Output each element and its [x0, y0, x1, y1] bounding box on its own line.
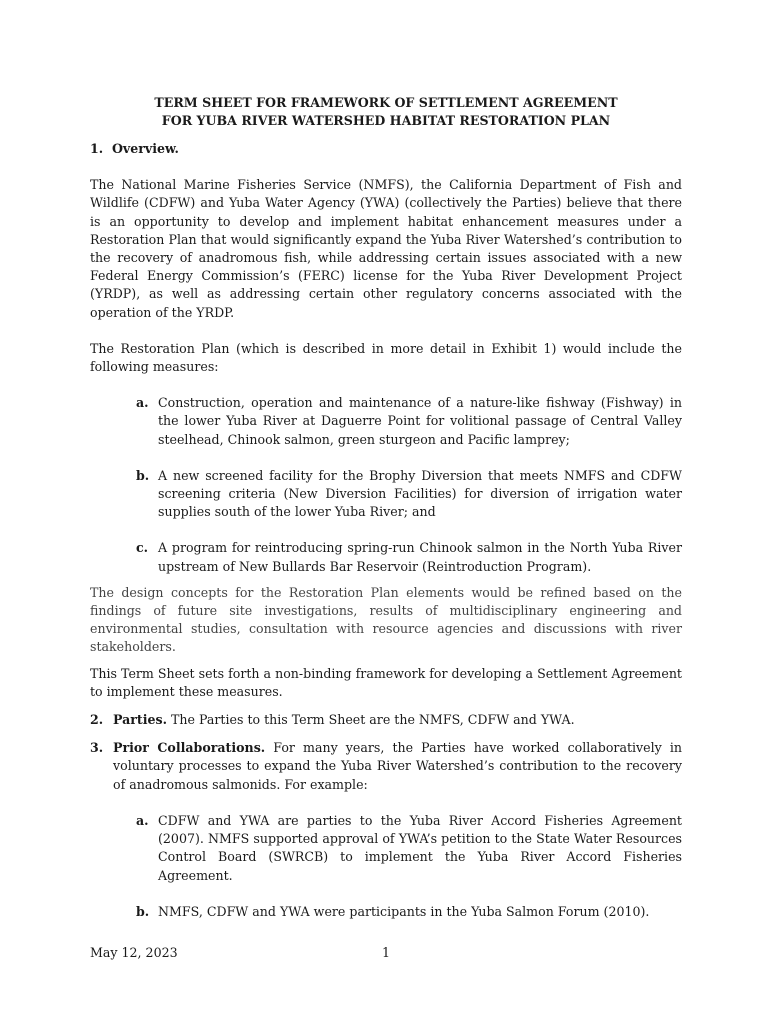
overview-paragraph-4: This Term Sheet sets forth a non-binding framework for developing a Settlement Agreement to implement these measures.: [90, 665, 682, 699]
list-item-letter: b.: [136, 467, 150, 483]
list-item-letter: c.: [136, 540, 149, 556]
list-item-text: A program for reintroducing spring-run Chinook salmon in the North Yuba River upstream of New Bullards Bar Reservoir (Reintroduction Program).: [158, 540, 682, 574]
list-item: [136, 903, 682, 921]
section-3-title: Prior Collaborations.: [113, 740, 266, 756]
section-3: [90, 739, 682, 794]
section-2-title: Parties.: [113, 712, 168, 728]
list-item: [136, 812, 682, 885]
section-1-title: Overview.: [111, 141, 179, 156]
section-1-number: 1.: [90, 141, 104, 156]
section-3-text: For many years, the Parties have worked collaboratively in voluntary processes to expand the Yuba River Watershed’s contribution to the recovery of anadromous salmonids. For example:: [113, 740, 682, 792]
list-item-letter: b.: [136, 903, 150, 919]
overview-paragraph-2: The Restoration Plan (which is described in more detail in Exhibit 1) would include the following measures:: [90, 340, 682, 375]
list-item-text: Construction, operation and maintenance of a nature-like fishway (Fishway) in the lower Yuba River at Daguerre Point for volitional passage of Central Valley steelhead, Chinook salmon, green sturgeon and Pacific lamprey;: [158, 395, 682, 447]
document-title: [90, 94, 682, 130]
document-page: [90, 94, 682, 921]
title-line-1: TERM SHEET FOR FRAMEWORK OF SETTLEMENT AGREEMENT: [154, 95, 618, 110]
list-item-letter: a.: [136, 395, 149, 411]
list-item-text: A new screened facility for the Brophy Diversion that meets NMFS and CDFW screening criteria (New Diversion Facilities) for diversion of irrigation water supplies south of the lower Yuba River; and: [158, 467, 682, 520]
list-item-letter: a.: [136, 812, 149, 828]
list-item: [136, 539, 682, 575]
title-line-2: FOR YUBA RIVER WATERSHED HABITAT RESTORATION PLAN: [161, 113, 611, 128]
section-2-number: 2.: [90, 712, 104, 728]
overview-paragraph-3: The design concepts for the Restoration Plan elements would be refined based on the findings of future site investigations, results of multidisciplinary engineering and environmental studies, consultation with resource agencies and discussions with river stakeholders.: [90, 584, 682, 655]
list-item: [136, 394, 682, 449]
section-2-text: The Parties to this Term Sheet are the NMFS, CDFW and YWA.: [171, 712, 575, 728]
page-number: 1: [382, 945, 391, 960]
restoration-measures-list: [136, 394, 682, 576]
overview-paragraph-1: The National Marine Fisheries Service (NMFS), the California Department of Fish and Wildlife (CDFW) and Yuba Water Agency (YWA) (collectively the Parties) believe that there is an opportunity to develop and implement habitat enhancement measures under a Restoration Plan that would significantly expand the Yuba River Watershed’s contribution to the recovery of anadromous fish, while addressing certain issues associated with a new Federal Energy Commission’s (FERC) license for the Yuba River Development Project (YRDP), as well as addressing certain other regulatory concerns associated with the operation of the YRDP.: [90, 177, 682, 320]
section-1-heading: [90, 140, 682, 158]
list-item-text: NMFS, CDFW and YWA were participants in the Yuba Salmon Forum (2010).: [158, 903, 650, 919]
list-item: [136, 467, 682, 522]
footer-date: May 12, 2023: [90, 945, 178, 960]
section-3-number: 3.: [90, 740, 104, 756]
list-item-text: CDFW and YWA are parties to the Yuba River Accord Fisheries Agreement (2007). NMFS supported approval of YWA’s petition to the State Water Resources Control Board (SWRCB) to implement the Yuba River Accord Fisheries Agreement.: [158, 812, 682, 883]
prior-collaborations-list: [136, 812, 682, 921]
section-2: [90, 711, 682, 729]
